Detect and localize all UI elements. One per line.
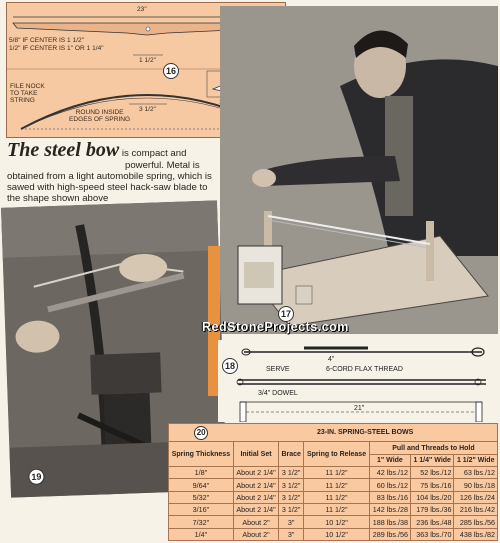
cell-initial-set: About 2" <box>233 516 278 528</box>
header-width-1: 1" Wide <box>369 454 410 466</box>
figure-number-16: 16 <box>163 63 179 79</box>
cell-release: 11 1/2" <box>304 479 370 491</box>
cell-release: 11 1/2" <box>304 467 370 479</box>
center-label-b: 1/2" IF CENTER IS 1" OR 1 1/4" <box>9 45 104 52</box>
table-number-cell <box>169 424 234 442</box>
photo-man-with-jig <box>220 6 498 334</box>
cell-pull-1: 188 lbs./38 <box>369 516 410 528</box>
cell-thickness: 9/64" <box>169 479 234 491</box>
serve-label: SERVE <box>266 366 290 373</box>
caption-text-line2: powerful. Metal is <box>125 160 200 171</box>
cell-thickness: 3/16" <box>169 504 234 516</box>
cell-pull-1-25: 104 lbs./20 <box>410 491 453 503</box>
caption-text-line1: is compact and <box>121 148 187 159</box>
cell-pull-1: 42 lbs./12 <box>369 467 410 479</box>
round-edges-label: ROUND INSIDE EDGES OF SPRING <box>69 109 131 123</box>
cell-pull-1-5: 438 lbs./82 <box>454 528 498 540</box>
table-row <box>169 491 498 503</box>
file-nock-label: FILE NOCK TO TAKE STRING <box>10 83 45 104</box>
cell-brace: 3 1/2" <box>279 491 304 503</box>
cell-brace: 3" <box>279 528 304 540</box>
figure-number-19: 19 <box>28 469 45 486</box>
cell-pull-1-25: 236 lbs./48 <box>410 516 453 528</box>
cell-brace: 3" <box>279 516 304 528</box>
cell-pull-1-25: 52 lbs./12 <box>410 467 453 479</box>
caption-text-rest: obtained from a light automobile spring, which is sawed with high-speed steel hack-saw blade to the shape shown above <box>7 171 212 204</box>
cell-thickness: 5/32" <box>169 491 234 503</box>
header-pull: Pull and Threads to Hold <box>369 442 497 454</box>
cell-pull-1-5: 285 lbs./56 <box>454 516 498 528</box>
cell-release: 11 1/2" <box>304 504 370 516</box>
caption-title: The steel bow <box>7 139 120 161</box>
cell-pull-1-25: 179 lbs./36 <box>410 504 453 516</box>
cell-initial-set: About 2" <box>233 528 278 540</box>
cell-brace: 3 1/2" <box>279 504 304 516</box>
header-brace: Brace <box>279 442 304 467</box>
cell-release: 11 1/2" <box>304 491 370 503</box>
table-row <box>169 479 498 491</box>
cell-initial-set: About 2 1/4" <box>233 479 278 491</box>
table-title-row <box>169 424 498 442</box>
cell-pull-1-5: 90 lbs./18 <box>454 479 498 491</box>
table-row <box>169 528 498 540</box>
photo-man-drawing <box>220 6 498 334</box>
dowel-label: 3/4" DOWEL <box>258 390 298 397</box>
cell-release: 10 1/2" <box>304 516 370 528</box>
cell-pull-1-25: 75 lbs./16 <box>410 479 453 491</box>
center-width-label: 1 1/2" <box>139 57 157 64</box>
cell-thickness: 7/32" <box>169 516 234 528</box>
cell-brace: 3 1/2" <box>279 467 304 479</box>
cell-pull-1: 289 lbs./56 <box>369 528 410 540</box>
table-row <box>169 467 498 479</box>
table-body <box>169 467 498 541</box>
figure-number-20: 20 <box>194 426 208 440</box>
span-label: 3 1/2" <box>139 106 157 113</box>
cell-pull-1-25: 363 lbs./70 <box>410 528 453 540</box>
table-row <box>169 516 498 528</box>
string-diagram-figure-18 <box>218 340 496 422</box>
spring-steel-bows-table <box>168 423 498 541</box>
figure-number-17: 17 <box>278 306 294 322</box>
caption-block <box>7 140 219 204</box>
cell-release: 10 1/2" <box>304 528 370 540</box>
table-title: 23-IN. SPRING-STEEL BOWS <box>233 424 497 442</box>
cell-pull-1-5: 63 lbs./12 <box>454 467 498 479</box>
cell-pull-1: 83 lbs./16 <box>369 491 410 503</box>
cell-brace: 3 1/2" <box>279 479 304 491</box>
header-thickness: Spring Thickness <box>169 442 234 467</box>
cell-initial-set: About 2 1/4" <box>233 467 278 479</box>
cell-initial-set: About 2 1/4" <box>233 491 278 503</box>
header-release: Spring to Release <box>304 442 370 467</box>
length-21-label: 21" <box>354 405 365 412</box>
flax-thread-label: 6-CORD FLAX THREAD <box>326 366 403 373</box>
length-label: 23" <box>137 6 147 13</box>
center-label-a: 5/8" IF CENTER IS 1 1/2" <box>9 37 85 44</box>
cell-pull-1-5: 126 lbs./24 <box>454 491 498 503</box>
figure-number-18: 18 <box>222 358 238 374</box>
table-header-row <box>169 442 498 454</box>
cell-initial-set: About 2 1/4" <box>233 504 278 516</box>
cell-pull-1-5: 216 lbs./42 <box>454 504 498 516</box>
cell-pull-1: 142 lbs./28 <box>369 504 410 516</box>
watermark-text: RedStoneProjects.com <box>202 320 349 334</box>
header-width-1-5: 1 1/2" Wide <box>454 454 498 466</box>
cell-pull-1: 60 lbs./12 <box>369 479 410 491</box>
four-inch-label: 4" <box>328 356 335 363</box>
header-width-1-25: 1 1/4" Wide <box>410 454 453 466</box>
cell-thickness: 1/8" <box>169 467 234 479</box>
header-initial-set: Initial Set <box>233 442 278 467</box>
cell-thickness: 1/4" <box>169 528 234 540</box>
table-row <box>169 504 498 516</box>
